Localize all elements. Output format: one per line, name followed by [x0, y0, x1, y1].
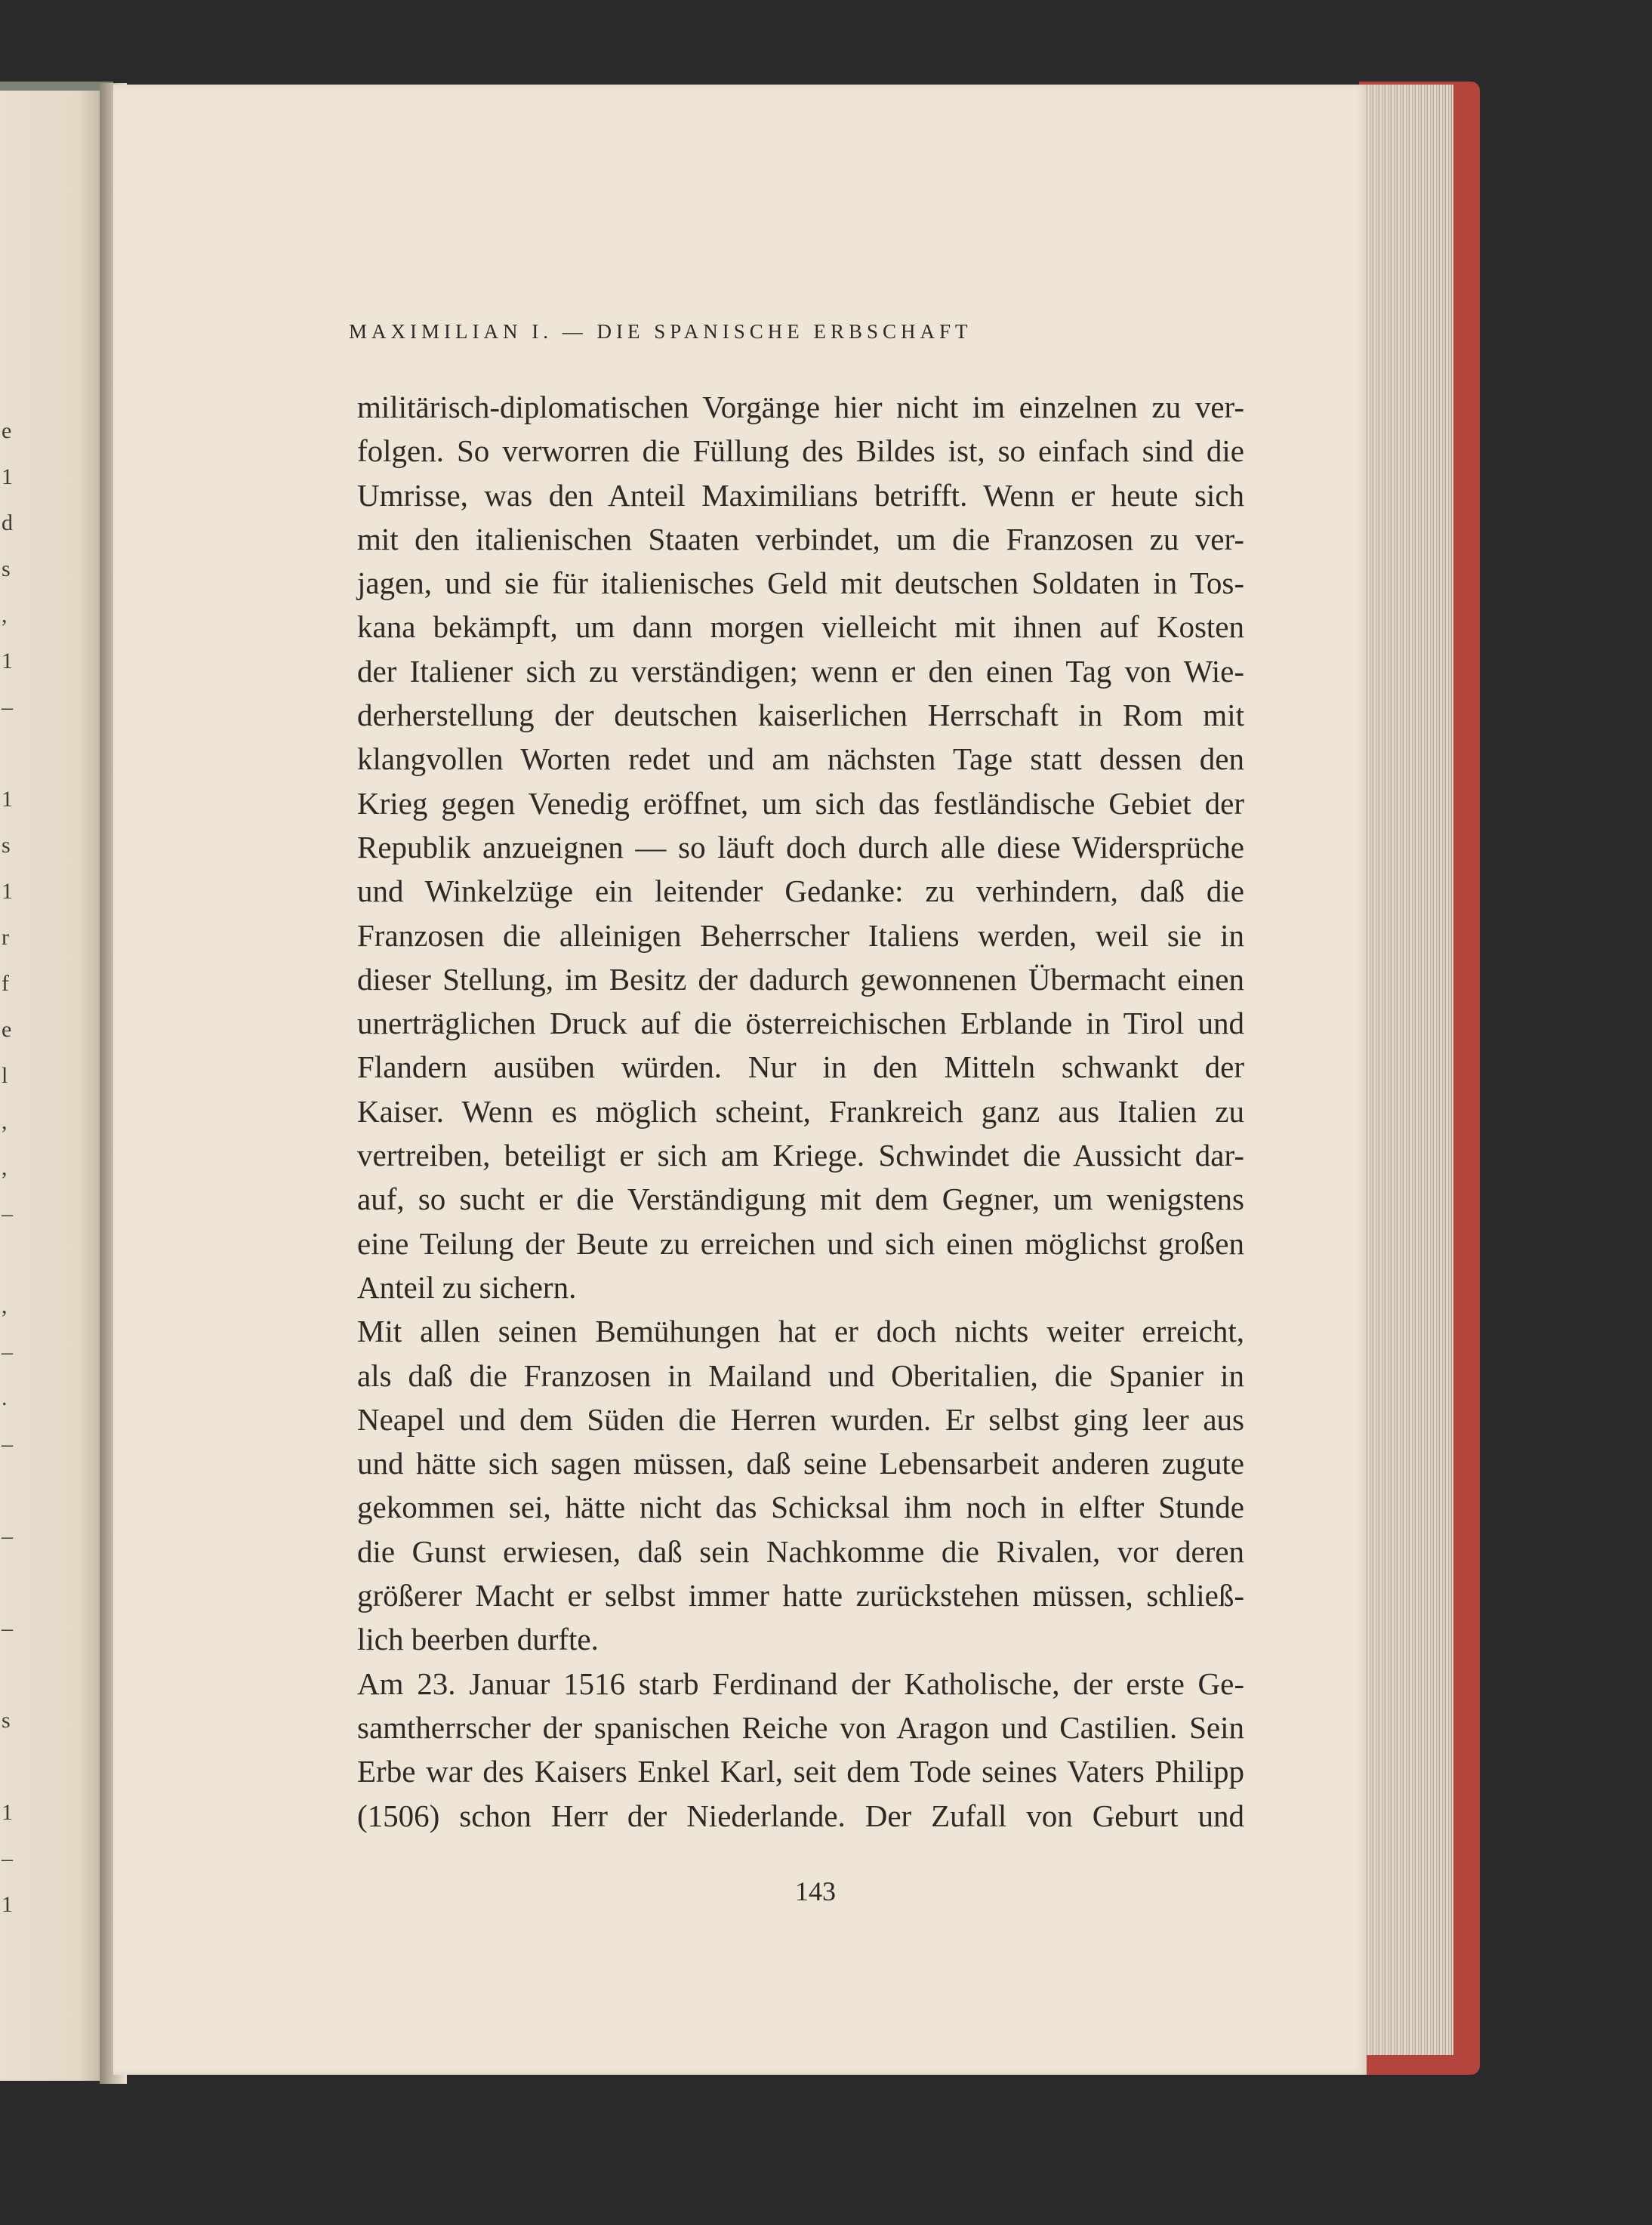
fragment: – — [2, 1339, 13, 1364]
text-line: und hätte sich sagen müssen, daß seine Lebensarbeit anderen zugute — [357, 1446, 1244, 1481]
fragment: d — [2, 510, 13, 535]
fragment: 1 — [2, 649, 13, 673]
text-line: als daß die Franzosen in Mailand und Oberitalien, die Spanier in — [357, 1357, 1244, 1393]
fragment: 1 — [2, 1892, 13, 1917]
fragment: s — [2, 556, 11, 581]
text-line: Franzosen die alleinigen Beherrscher Italiens werden, weil sie in — [357, 917, 1244, 953]
text-line: und Winkelzüge ein leitender Gedanke: zu verhindern, daß die — [357, 874, 1244, 909]
text-line: gekommen sei, hätte nicht das Schicksal ihm noch in elfter Stunde — [357, 1490, 1244, 1525]
text-line: Umrisse, was den Anteil Maximilians betrifft. Wenn er heute sich — [357, 477, 1244, 513]
text-line: kana bekämpft, um dann morgen vielleicht mit ihnen auf Kosten — [357, 609, 1244, 645]
fragment: – — [2, 1201, 13, 1226]
fragment: e — [2, 1017, 12, 1042]
text-line: Krieg gegen Venedig eröffnet, um sich das festländische Gebiet der — [357, 785, 1244, 821]
page-edges — [1363, 85, 1453, 2055]
left-facing-page — [0, 91, 110, 2081]
recto-page — [113, 85, 1367, 2075]
fragment: – — [2, 1846, 13, 1871]
fragment: . — [2, 1385, 8, 1410]
fragment: e — [2, 418, 12, 443]
fragment: – — [2, 1616, 13, 1641]
text-line: Erbe war des Kaisers Enkel Karl, seit dem Tode seines Vaters Philipp — [357, 1754, 1244, 1789]
text-line: Neapel und dem Süden die Herren wurden. Er selbst ging leer aus — [357, 1401, 1244, 1437]
text-line: lich beerben durfte. — [357, 1622, 599, 1657]
fragment — [2, 1743, 24, 1789]
fragment — [2, 1467, 24, 1513]
text-line: klangvollen Worten redet und am nächsten Tage statt dessen den — [357, 741, 1244, 777]
text-line: die Gunst erwiesen, daß sein Nachkomme die Rivalen, vor deren — [357, 1533, 1244, 1569]
text-line: auf, so sucht er die Verständigung mit dem Gegner, um wenigstens — [357, 1182, 1244, 1217]
fragment: l — [2, 1063, 8, 1088]
text-line: Am 23. Januar 1516 starb Ferdinand der Katholische, der erste Ge- — [357, 1666, 1244, 1701]
page-number: 143 — [795, 1876, 836, 1906]
fragment — [2, 1237, 24, 1283]
text-line: dieser Stellung, im Besitz der dadurch gewonnenen Übermacht einen — [357, 961, 1244, 997]
text-line: größerer Macht er selbst immer hatte zurückstehen müssen, schließ- — [357, 1578, 1244, 1613]
fragment: f — [2, 971, 9, 996]
text-line: Flandern ausüben würden. Nur in den Mitteln schwankt der — [357, 1049, 1244, 1085]
fragment: , — [2, 602, 8, 627]
text-line: unerträglichen Druck auf die österreichischen Erblande in Tirol und — [357, 1006, 1244, 1041]
fragment: – — [2, 1431, 13, 1456]
text-line: samtherrscher der spanischen Reiche von Aragon und Castilien. Sein — [357, 1709, 1244, 1745]
text-line: Republik anzueignen — so läuft doch durch alle diese Widersprüche — [357, 829, 1244, 864]
fragment: – — [2, 695, 13, 720]
text-line: derherstellung der deutschen kaiserlichen Herrschaft in Rom mit — [357, 698, 1244, 733]
text-line: eine Teilung der Beute zu erreichen und sich einen möglichst großen — [357, 1225, 1244, 1261]
text-line: folgen. So verworren die Füllung des Bildes ist, so einfach sind die — [357, 433, 1244, 469]
fragment: 1 — [2, 1800, 13, 1825]
text-line: jagen, und sie für italienisches Geld mit deutschen Soldaten in Tos- — [357, 565, 1244, 601]
fragment: , — [2, 1155, 8, 1180]
fragment: 1 — [2, 464, 13, 489]
fragment: 1 — [2, 879, 13, 904]
text-line: Kaiser. Wenn es möglich scheint, Frankreich ganz aus Italien zu — [357, 1093, 1244, 1129]
running-head: MAXIMILIAN I. — DIE SPANISCHE ERBSCHAFT — [349, 320, 972, 343]
text-line: mit den italienischen Staaten verbindet, um die Franzosen zu ver- — [357, 521, 1244, 556]
fragment: , — [2, 1293, 8, 1318]
body-text — [357, 385, 1244, 1838]
text-line: der Italiener sich zu verständigen; wenn er den einen Tag von Wie- — [357, 653, 1244, 689]
fragment: r — [2, 925, 9, 950]
fragment: , — [2, 1109, 8, 1134]
text-line: Anteil zu sichern. — [357, 1269, 577, 1305]
fragment — [2, 730, 24, 776]
fragment: – — [2, 1524, 13, 1549]
fragment: s — [2, 1708, 11, 1733]
fragment — [2, 1559, 24, 1605]
text-line: militärisch-diplomatischen Vorgänge hier nicht im einzelnen zu ver- — [357, 390, 1244, 424]
fragment: s — [2, 833, 11, 858]
text-line: vertreiben, beteiligt er sich am Kriege. Schwindet die Aussicht dar- — [357, 1138, 1244, 1173]
fragment: 1 — [2, 787, 13, 812]
fragment — [2, 1651, 24, 1697]
text-line: (1506) schon Herr der Niederlande. Der Zufall von Geburt und — [357, 1798, 1244, 1833]
text-line: Mit allen seinen Bemühungen hat er doch nichts weiter erreicht, — [357, 1314, 1244, 1349]
left-page-text-fragments — [2, 408, 24, 1928]
